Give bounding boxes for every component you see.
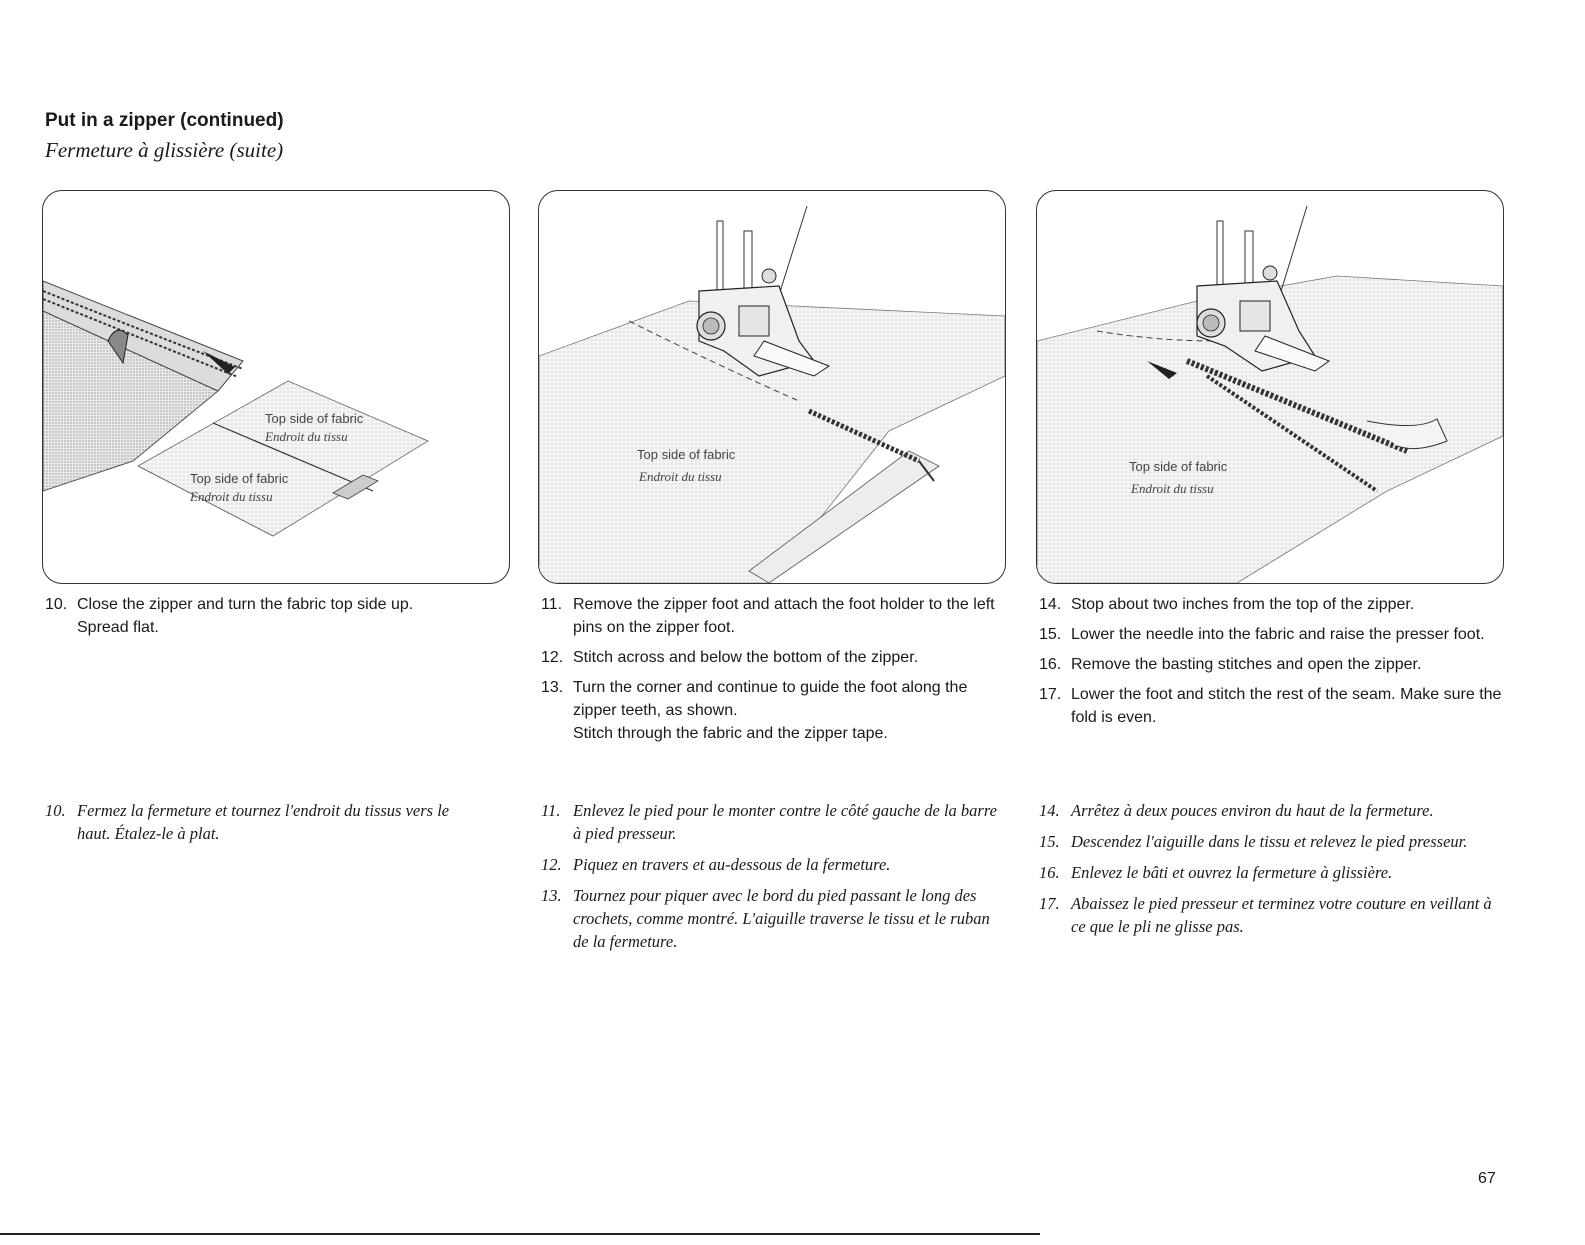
step-10: 10. Close the zipper and turn the fabric top side up. Spread flat. [45, 596, 414, 636]
fabric-label-1: Top side of fabric [265, 411, 364, 426]
instructions-fr-col3 [1039, 799, 1509, 946]
figure-close-zipper [42, 190, 510, 584]
section-title: Put in a zipper (continued) [45, 110, 284, 131]
page-number: 67 [1478, 1170, 1496, 1187]
illustration-presser-foot [539, 191, 1005, 583]
divider [0, 1233, 1040, 1235]
fabric-label-4-french: Endroit du tissu [1131, 481, 1214, 496]
step-11: 11. Remove the zipper foot and attach the foot holder to the left pins on the zipper foot. [541, 596, 995, 636]
step-15-french: 15. Descendez l'aiguille dans le tissu et relevez le pied presseur. [1039, 832, 1468, 851]
step-12-french: 12. Piquez en travers et au-dessous de la fermeture. [541, 855, 891, 874]
step-17-french: 17. Abaissez le pied presseur et terminez votre couture en veillant à ce que le pli ne glisse pas. [1039, 894, 1492, 936]
illustration-zipper-flat [43, 191, 509, 583]
figure-stitch-bottom [538, 190, 1006, 584]
step-15: 15. Lower the needle into the fabric and raise the presser foot. [1039, 626, 1485, 643]
step-10-french: 10. Fermez la fermeture et tournez l'endroit du tissus vers le haut. Étalez-le à plat. [45, 801, 450, 843]
step-11-french: 11. Enlevez le pied pour le monter contre le côté gauche de la barre à pied presseur. [541, 801, 997, 843]
fabric-label-3: Top side of fabric [637, 447, 736, 462]
step-17: 17. Lower the foot and stitch the rest of the seam. Make sure the fold is even. [1039, 686, 1502, 726]
step-13-french: 13. Tournez pour piquer avec le bord du pied passant le long des crochets, comme montré. L'aiguille traverse le tissu et le ruban de la fermeture. [541, 886, 990, 951]
fabric-label-1-french: Endroit du tissu [265, 429, 348, 444]
section-title-french: Fermeture à glissière (suite) [45, 138, 284, 162]
step-16-french: 16. Enlevez le bâti et ouvrez la fermeture à glissière. [1039, 863, 1393, 882]
instructions-fr-col1 [45, 799, 485, 853]
step-12: 12. Stitch across and below the bottom of the zipper. [541, 649, 919, 666]
step-14-french: 14. Arrêtez à deux pouces environ du haut de la fermeture. [1039, 801, 1434, 820]
instructions-en-col3 [1039, 593, 1509, 736]
fabric-label-3-french: Endroit du tissu [639, 469, 722, 484]
fabric-label-2: Top side of fabric [190, 471, 289, 486]
instructions-fr-col2 [541, 799, 1001, 961]
fabric-label-4: Top side of fabric [1129, 459, 1228, 474]
step-16: 16. Remove the basting stitches and open the zipper. [1039, 656, 1422, 673]
fabric-label-2-french: Endroit du tissu [190, 489, 273, 504]
step-14: 14. Stop about two inches from the top of the zipper. [1039, 596, 1415, 613]
step-13: 13. Turn the corner and continue to guide the foot along the zipper teeth, as shown. Stitch through the fabric and the zipper tape. [541, 679, 968, 742]
illustration-stitching-zipper [1037, 191, 1503, 583]
instructions-en-col1 [45, 593, 485, 646]
instructions-en-col2 [541, 593, 1001, 752]
figure-stitch-seam [1036, 190, 1504, 584]
